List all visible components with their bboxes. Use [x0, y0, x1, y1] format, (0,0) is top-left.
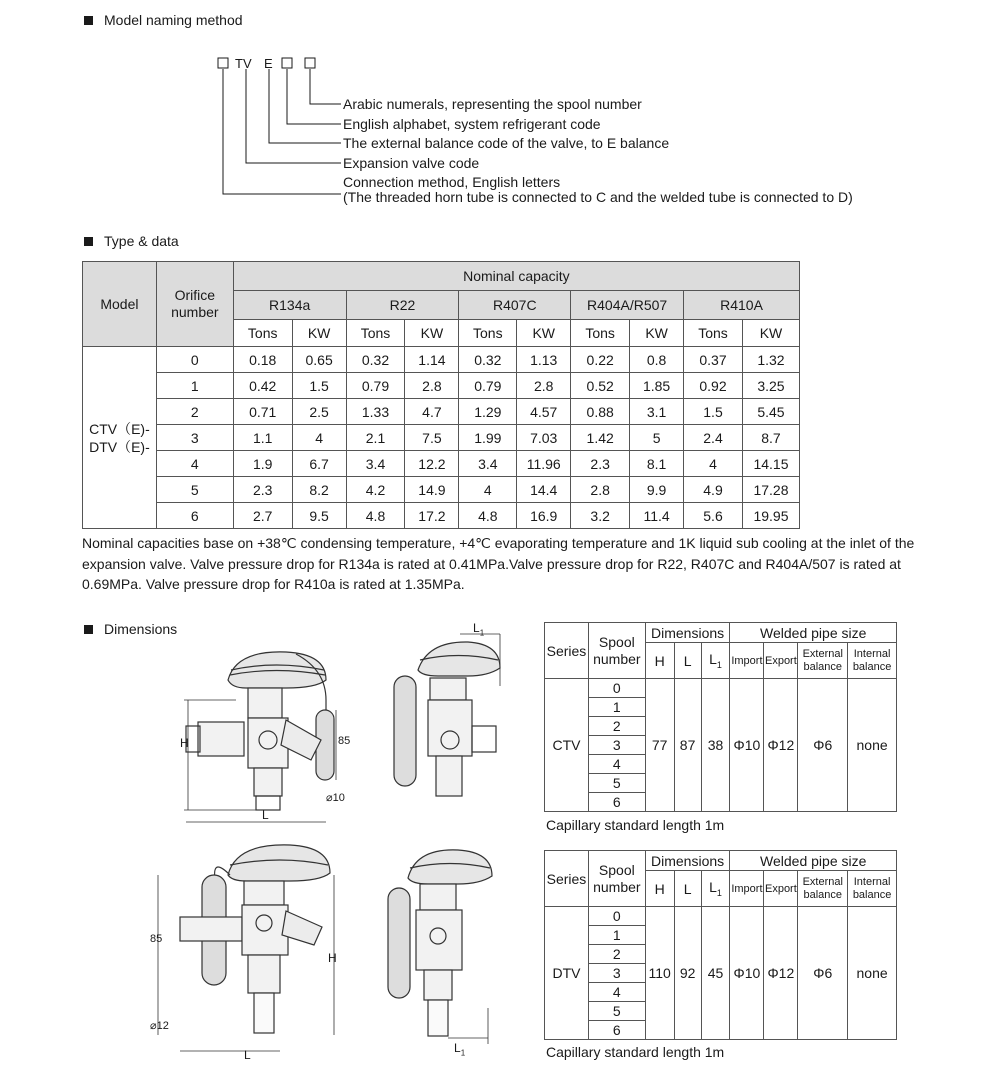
capacity-cell: 1.99 [459, 425, 517, 451]
ctv-85-label: 85 [338, 735, 351, 747]
ctv-l-label: L [262, 808, 269, 822]
orifice-cell: 0 [156, 347, 233, 373]
capacity-cell: 0.92 [684, 373, 743, 399]
orifice-cell: 4 [156, 451, 233, 477]
orifice-cell: 3 [156, 425, 233, 451]
welded-header: Welded pipe size [730, 851, 897, 871]
spool-header [588, 623, 645, 679]
capacity-cell: 11.96 [517, 451, 571, 477]
spool-cell: 5 [588, 1002, 645, 1021]
capacity-cell: 0.52 [571, 373, 630, 399]
table-row [545, 907, 897, 926]
capacity-note: Nominal capacities base on +38℃ condensing temperature, +4℃ evaporating temperature and 1K liquid sub cooling at the inlet of the expansion valve. Valve pressure drop for R134a is rated at 0.41MPa.Valve pressure drop for R22, R407C and R404A/507 is rated at 0.69MPa. Valve pressure drop for R410a is rated at 1.35MPa. [82, 535, 915, 592]
ctv-phi10-label: ⌀10 [326, 792, 345, 804]
dimensions-header: Dimensions [645, 851, 730, 871]
capacity-cell: 2.3 [571, 451, 630, 477]
capacity-cell: 2.8 [405, 373, 459, 399]
capacity-cell: 7.5 [405, 425, 459, 451]
series-cell: DTV [545, 907, 589, 1040]
spool-cell: 4 [588, 983, 645, 1002]
import-value-cell: Φ10 [730, 907, 764, 1040]
capacity-cell: 1.14 [405, 347, 459, 373]
refrigerant-header: R22 [346, 291, 459, 320]
bullet-square-icon [84, 16, 93, 25]
table-row [83, 503, 800, 529]
dim-header-row [545, 851, 897, 871]
capacity-cell: 3.2 [571, 503, 630, 529]
capacity-cell: 5.6 [684, 503, 743, 529]
bullet-square-icon [84, 237, 93, 246]
spool-cell: 1 [588, 926, 645, 945]
ctv-capillary-note: Capillary standard length 1m [546, 817, 725, 833]
spool-cell: 5 [588, 774, 645, 793]
refrigerant-header: R410A [684, 291, 800, 320]
dtv-side-drawing [384, 838, 504, 1048]
spool-header-line: Spool [598, 633, 635, 650]
capacity-cell: 1.42 [571, 425, 630, 451]
refrigerant-header: R404A/R507 [571, 291, 684, 320]
unit-tons-header: Tons [346, 320, 405, 347]
model-line: CTV（E)- [89, 420, 150, 437]
spool-cell: 0 [588, 907, 645, 926]
l1-subscript: 1 [716, 887, 722, 898]
dtv-phi12-label: ⌀12 [150, 1020, 169, 1032]
dtv-capillary-note: Capillary standard length 1m [546, 1044, 725, 1060]
model-header: Model [83, 262, 157, 347]
capacity-table [82, 261, 800, 529]
table-row [83, 347, 800, 373]
capacity-cell: 5 [630, 425, 684, 451]
capacity-cell: 3.4 [346, 451, 405, 477]
code-e: E [264, 56, 273, 71]
orifice-cell: 6 [156, 503, 233, 529]
capacity-cell: 1.9 [233, 451, 292, 477]
spool-header-line: Spool [598, 861, 635, 878]
spool-cell: 3 [588, 964, 645, 983]
capacity-cell: 0.88 [571, 399, 630, 425]
export-header: Export [764, 643, 798, 679]
export-value-cell: Φ12 [764, 679, 798, 812]
dimensions-section-title [84, 621, 177, 637]
capacity-cell: 9.5 [292, 503, 346, 529]
capacity-cell: 4.9 [684, 477, 743, 503]
capacity-cell: 4 [459, 477, 517, 503]
capacity-cell: 2.7 [233, 503, 292, 529]
code-tv: TV [235, 56, 252, 71]
spool-header-line: number [593, 650, 641, 667]
capacity-cell: 2.4 [684, 425, 743, 451]
capacity-cell: 3.25 [742, 373, 799, 399]
unit-tons-header: Tons [233, 320, 292, 347]
external-value-cell: Φ6 [798, 679, 848, 812]
ctv-dimension-table [544, 622, 897, 812]
unit-tons-header: Tons [459, 320, 517, 347]
capacity-cell: 1.29 [459, 399, 517, 425]
capacity-cell: 2.5 [292, 399, 346, 425]
capacity-cell: 2.3 [233, 477, 292, 503]
import-header: Import [730, 871, 764, 907]
capacity-cell: 11.4 [630, 503, 684, 529]
table-row [83, 451, 800, 477]
orifice-header: Orifice number [156, 262, 233, 347]
orifice-cell: 1 [156, 373, 233, 399]
capacity-cell: 1.1 [233, 425, 292, 451]
internal-value-cell: none [848, 679, 897, 812]
capacity-cell: 4.2 [346, 477, 405, 503]
capacity-cell: 4 [684, 451, 743, 477]
capacity-cell: 0.32 [459, 347, 517, 373]
dimensions-header: Dimensions [645, 623, 730, 643]
capacity-cell: 1.5 [684, 399, 743, 425]
type-section-title [84, 233, 179, 249]
l1-letter: L [709, 651, 717, 668]
capacity-cell: 2.8 [571, 477, 630, 503]
capacity-cell: 8.2 [292, 477, 346, 503]
naming-section-title [84, 12, 243, 28]
capacity-cell: 0.71 [233, 399, 292, 425]
unit-kw-header: KW [405, 320, 459, 347]
l1-header [701, 643, 730, 679]
l-value-cell: 92 [674, 907, 701, 1040]
l1-header [701, 871, 730, 907]
export-header: Export [764, 871, 798, 907]
table-row [83, 373, 800, 399]
section-title-text: Dimensions [104, 621, 178, 637]
spool-cell: 6 [588, 793, 645, 812]
naming-diagram [210, 52, 910, 212]
l1-subscript: 1 [716, 659, 722, 670]
h-value-cell: 110 [645, 907, 674, 1040]
capacity-cell: 1.13 [517, 347, 571, 373]
capacity-cell: 14.4 [517, 477, 571, 503]
internal-balance-header [848, 871, 897, 907]
dtv-front-drawing [150, 835, 350, 1060]
header-line: balance [852, 660, 892, 673]
l-value-cell: 87 [674, 679, 701, 812]
model-line: DTV（E)- [89, 438, 150, 455]
capacity-cell: 1.5 [292, 373, 346, 399]
l1-letter: L [709, 879, 717, 896]
spool-header-line: number [593, 878, 641, 895]
capacity-cell: 0.37 [684, 347, 743, 373]
capacity-cell: 3.4 [459, 451, 517, 477]
section-title-text: Type & data [104, 233, 179, 249]
spool-cell: 4 [588, 755, 645, 774]
capacity-cell: 9.9 [630, 477, 684, 503]
header-line: balance [852, 888, 892, 901]
capacity-cell: 0.79 [346, 373, 405, 399]
header-line: External [802, 647, 843, 660]
spool-cell: 6 [588, 1021, 645, 1040]
capacity-cell: 8.1 [630, 451, 684, 477]
capacity-cell: 16.9 [517, 503, 571, 529]
ctv-h-label: H [180, 736, 189, 750]
internal-value-cell: none [848, 907, 897, 1040]
h-header: H [645, 871, 674, 907]
capacity-cell: 0.8 [630, 347, 684, 373]
capacity-cell: 1.32 [742, 347, 799, 373]
h-value-cell: 77 [645, 679, 674, 812]
capacity-cell: 14.15 [742, 451, 799, 477]
orifice-cell: 5 [156, 477, 233, 503]
capacity-cell: 5.45 [742, 399, 799, 425]
export-value-cell: Φ12 [764, 907, 798, 1040]
capacity-cell: 4.8 [459, 503, 517, 529]
header-line: balance [803, 888, 843, 901]
bullet-square-icon [84, 625, 93, 634]
orifice-cell: 2 [156, 399, 233, 425]
dtv-dimension-table [544, 850, 897, 1040]
external-balance-header [798, 643, 848, 679]
capacity-cell: 0.32 [346, 347, 405, 373]
capacity-cell: 6.7 [292, 451, 346, 477]
import-header: Import [730, 643, 764, 679]
l-header: L [674, 871, 701, 907]
dtv-l-label: L [244, 1048, 251, 1062]
spool-cell: 3 [588, 736, 645, 755]
capacity-cell: 2.1 [346, 425, 405, 451]
unit-kw-header: KW [517, 320, 571, 347]
ctv-side-drawing [388, 626, 518, 806]
capacity-cell: 17.2 [405, 503, 459, 529]
capacity-cell: 4 [292, 425, 346, 451]
dim-header-row [545, 623, 897, 643]
nominal-capacity-header: Nominal capacity [233, 262, 799, 291]
header-line: Internal [853, 647, 891, 660]
l1-value-cell: 45 [701, 907, 730, 1040]
capacity-table-body [83, 347, 800, 529]
spool-cell: 2 [588, 717, 645, 736]
series-header: Series [545, 851, 589, 907]
l1-value-cell: 38 [701, 679, 730, 812]
section-title-text: Model naming method [104, 12, 243, 28]
header-line: External [802, 875, 843, 888]
dtv-l1-label: $L_1$ [454, 1041, 466, 1058]
capacity-cell: 19.95 [742, 503, 799, 529]
capacity-cell: 17.28 [742, 477, 799, 503]
table-row [83, 477, 800, 503]
naming-line: (The threaded horn tube is connected to C and the welded tube is connected to D) [343, 189, 853, 205]
internal-balance-header [848, 643, 897, 679]
capacity-cell: 1.33 [346, 399, 405, 425]
ctv-l1-label: $L_1$ [473, 621, 485, 638]
l-header: L [674, 643, 701, 679]
naming-line: English alphabet, system refrigerant code [343, 116, 601, 132]
external-value-cell: Φ6 [798, 907, 848, 1040]
capacity-cell: 8.7 [742, 425, 799, 451]
import-value-cell: Φ10 [730, 679, 764, 812]
h-header: H [645, 643, 674, 679]
capacity-cell: 12.2 [405, 451, 459, 477]
series-cell: CTV [545, 679, 589, 812]
capacity-cell: 14.9 [405, 477, 459, 503]
table-row [545, 679, 897, 698]
naming-line: The external balance code of the valve, to E balance [343, 135, 670, 151]
spool-cell: 2 [588, 945, 645, 964]
naming-line: Connection method, English letters [343, 174, 561, 190]
unit-kw-header: KW [630, 320, 684, 347]
capacity-cell: 0.18 [233, 347, 292, 373]
dtv-h-label: H [328, 951, 337, 965]
table-row [83, 425, 800, 451]
table-row [83, 399, 800, 425]
model-cell [83, 347, 157, 529]
naming-line: Arabic numerals, representing the spool number [343, 96, 642, 112]
unit-kw-header: KW [292, 320, 346, 347]
capacity-cell: 1.85 [630, 373, 684, 399]
naming-line: Expansion valve code [343, 155, 480, 171]
unit-tons-header: Tons [684, 320, 743, 347]
capacity-cell: 0.65 [292, 347, 346, 373]
spool-cell: 0 [588, 679, 645, 698]
capacity-cell: 7.03 [517, 425, 571, 451]
dtv-85-label: 85 [150, 933, 163, 945]
capacity-cell: 0.22 [571, 347, 630, 373]
refrigerant-header: R134a [233, 291, 346, 320]
header-line: Internal [853, 875, 891, 888]
unit-tons-header: Tons [571, 320, 630, 347]
external-balance-header [798, 871, 848, 907]
header-line: balance [803, 660, 843, 673]
refrigerant-header: R407C [459, 291, 571, 320]
capacity-cell: 4.57 [517, 399, 571, 425]
capacity-cell: 0.79 [459, 373, 517, 399]
capacity-cell: 0.42 [233, 373, 292, 399]
capacity-cell: 3.1 [630, 399, 684, 425]
unit-kw-header: KW [742, 320, 799, 347]
capacity-cell: 4.7 [405, 399, 459, 425]
spool-cell: 1 [588, 698, 645, 717]
capacity-cell: 4.8 [346, 503, 405, 529]
welded-header: Welded pipe size [730, 623, 897, 643]
spool-header [588, 851, 645, 907]
series-header: Series [545, 623, 589, 679]
capacity-cell: 2.8 [517, 373, 571, 399]
